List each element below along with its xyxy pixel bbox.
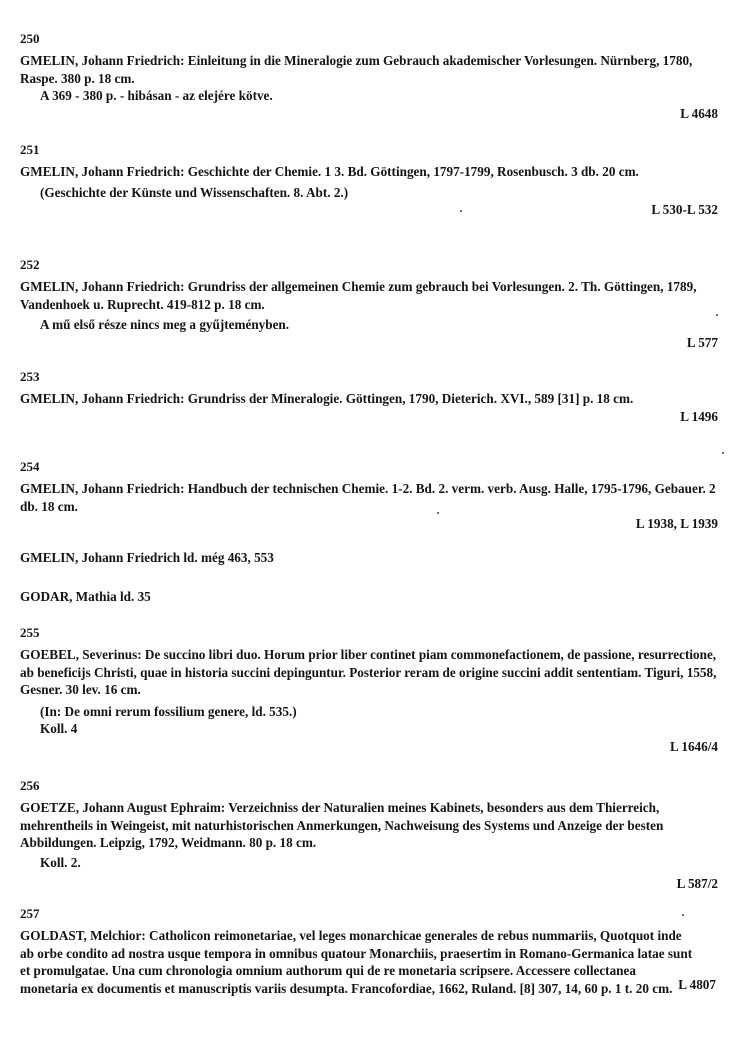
cross-reference: GMELIN, Johann Friedrich ld. még 463, 553 [20, 550, 274, 565]
entry-description: GOLDAST, Melchior: Catholicon reimonetariae, vel leges monarchicae generales de rebus nummariis, Quotquot inde ab orbe condito ad nostra usque tempora in omnibus quatour Monarchiis, praesertim in Romano-Germanica latae sunt et promulgatae. Una cum chronologia omnium authorum qui de re monetaria scripsere. Accessere collectanea monetaria ex documentis et manuscriptis variis desumpta. Francofordiae, 1662, Ruland. [8] 307, 14, 60 p. 1 t. 20 cm. [20, 928, 693, 996]
entry-description: GOETZE, Johann August Ephraim: Verzeichniss der Naturalien meines Kabinets, besonders aus dem Thierreich, mehrentheils in Weingeist, mit naturhistorischen Anmerkungen, Nachweisung des Systems und Anzeige der besten Abbildungen. Leipzig, 1792, Weidmann. 80 p. 18 cm. [20, 800, 664, 850]
shelf-signature: L 577 [686, 334, 718, 350]
shelf-signature: L 4648 [680, 105, 718, 121]
entry-note: A mű első része nincs meg a gyűjteményben. [40, 317, 290, 332]
entry-number: 254 [20, 459, 40, 474]
catalog-entry [20, 458, 720, 533]
shelf-signature: L 587/2 [676, 876, 718, 891]
entry-note: Koll. 4 [40, 721, 78, 736]
scan-speck [437, 512, 439, 514]
entry-description: GMELIN, Johann Friedrich: Grundriss der allgemeinen Chemie zum gebrauch bei Vorlesungen. 2. Th. Göttingen, 1789, Vandenhoek u. Ruprecht. 419-812 p. 18 cm. [20, 279, 697, 312]
entry-number: 252 [20, 257, 40, 272]
catalog-entry [20, 256, 720, 351]
entry-number: 250 [20, 31, 40, 46]
scan-speck [722, 452, 724, 454]
shelf-signature: L 530-L 532 [651, 202, 718, 217]
entry-number: 253 [20, 369, 40, 384]
shelf-signature: L 4807 [678, 976, 716, 992]
entry-description: GOEBEL, Severinus: De succino libri duo. Horum prior liber continet piam commonefactionem, de passione, resurrectione, ab beneficijs Christi, quae in historia succini depinguntur. Posterior reram de origine succini addit sententiam. Tiguri, 1558, Gesner. 30 lev. 16 cm. [20, 647, 717, 697]
entry-note: (Geschichte der Künste und Wissenschaften. 8. Abt. 2.) [40, 184, 349, 200]
entry-description: GMELIN, Johann Friedrich: Handbuch der technischen Chemie. 1-2. Bd. 2. verm. verb. Ausg. Halle, 1795-1796, Gebauer. 2 db. 18 cm. [20, 481, 716, 514]
entry-number: 257 [20, 906, 40, 921]
entry-number: 255 [20, 625, 40, 640]
catalog-entry [20, 141, 720, 219]
catalog-entry [20, 624, 720, 755]
cross-reference: GODAR, Mathia ld. 35 [20, 589, 151, 604]
shelf-signature: L 1938, L 1939 [635, 516, 718, 531]
entry-number: 256 [20, 778, 40, 793]
scan-speck [716, 314, 718, 316]
entry-number: 251 [20, 142, 40, 157]
catalog-entry [20, 777, 720, 893]
entry-description: GMELIN, Johann Friedrich: Einleitung in die Mineralogie zum Gebrauch akademischer Vorlesungen. Nürnberg, 1780, Raspe. 380 p. 18 cm. [20, 53, 693, 86]
entry-note: (In: De omni rerum fossilium genere, ld. 535.) [40, 703, 297, 719]
catalog-entry [20, 30, 720, 122]
catalog-entry [20, 905, 720, 997]
shelf-signature: L 1496 [680, 408, 718, 424]
entry-note: Koll. 2. [40, 854, 81, 870]
catalog-entry [20, 368, 720, 425]
entry-description: GMELIN, Johann Friedrich: Geschichte der Chemie. 1 3. Bd. Göttingen, 1797-1799, Rosenbusch. 3 db. 20 cm. [20, 164, 639, 179]
entry-note: A 369 - 380 p. - hibásan - az elejére kötve. [40, 88, 273, 103]
scan-speck [460, 210, 462, 212]
entry-description: GMELIN, Johann Friedrich: Grundriss der Mineralogie. Göttingen, 1790, Dieterich. XVI., 589 [31] p. 18 cm. [20, 391, 634, 406]
scan-speck [682, 914, 684, 916]
shelf-signature: L 1646/4 [670, 738, 718, 754]
